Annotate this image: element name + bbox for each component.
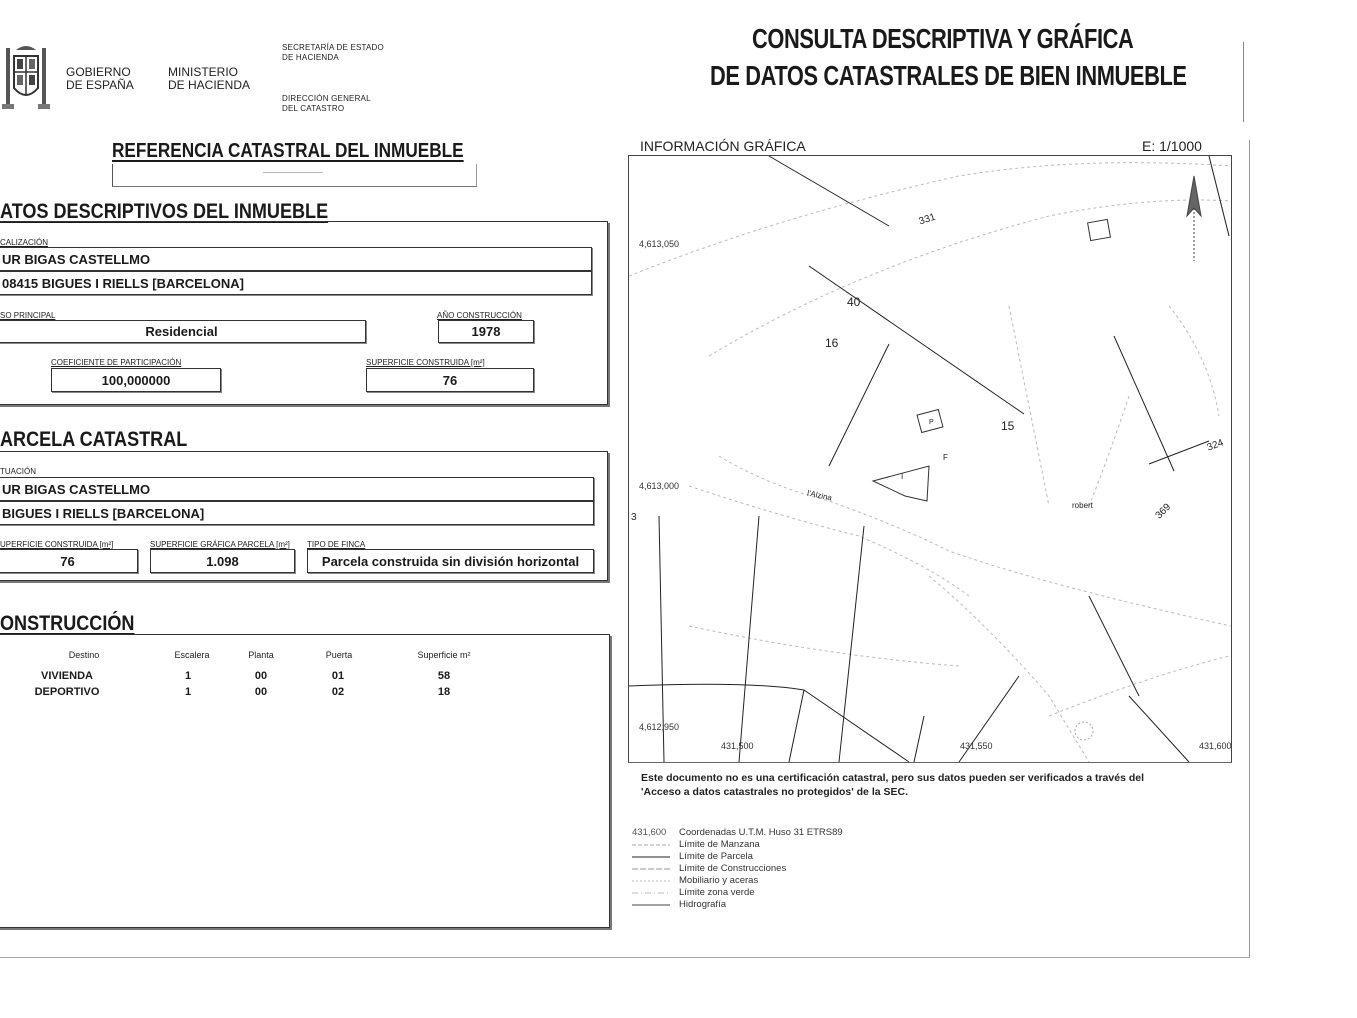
sup-const-label: UPERFICIE CONSTRUIDA [m²]: [0, 540, 114, 549]
referencia-title: REFERENCIA CATASTRAL DEL INMUEBLE: [112, 140, 464, 162]
situacion-label: TUACIÓN: [0, 467, 36, 476]
sup-graf-value: 1.098: [150, 549, 295, 573]
cadastral-map: [628, 155, 1232, 763]
map-legend: [632, 827, 1032, 917]
ministerio-label: MINISTERIO DE HACIENDA: [168, 65, 251, 92]
cell-superficie: 58: [437, 670, 451, 682]
parcel-label-15: 15: [1001, 419, 1015, 433]
parcel-label-16: 16: [825, 336, 839, 350]
y-coord-1: 4,613,050: [639, 239, 680, 249]
x-coord-1: 431,500: [721, 741, 754, 751]
parcel-label-324: 324: [1205, 437, 1226, 454]
uso-label: SO PRINCIPAL: [0, 311, 56, 320]
page-border-right: [1243, 42, 1244, 122]
page-border-bottom: [0, 957, 1250, 958]
construccion-title: ONSTRUCCIÓN: [0, 612, 135, 635]
sup-graf-label: SUPERFICIE GRÁFICA PARCELA [m²]: [150, 540, 290, 549]
situacion-line2: BIGUES I RIELLS [BARCELONA]: [0, 501, 594, 525]
legend-item-zona-verde: Límite zona verde: [679, 887, 755, 898]
anio-value: 1978: [438, 320, 534, 343]
localizacion-label: CALIZACIÓN: [0, 238, 49, 247]
parcel-label-40: 40: [847, 295, 861, 309]
street-label-robert: robert: [1072, 501, 1093, 510]
col-planta-header: Planta: [248, 650, 274, 660]
cell-superficie: 18: [437, 686, 451, 698]
government-seal: [0, 42, 56, 114]
building-label-i: I: [901, 472, 904, 481]
y-coord-3: 4,612,950: [639, 722, 680, 732]
secretaria-label: SECRETARÍA DE ESTADO DE HACIENDA: [282, 43, 384, 62]
uso-value: Residencial: [0, 320, 366, 343]
col-puerta-header: Puerta: [325, 650, 353, 660]
map-note-border: [628, 762, 1232, 763]
legend-item-mobiliario: Mobiliario y aceras: [679, 875, 759, 886]
page-title-line1: CONSULTA DESCRIPTIVA Y GRÁFICA: [752, 23, 1134, 54]
gobierno-label: GOBIERNO DE ESPAÑA: [66, 65, 134, 92]
situacion-line1: UR BIGAS CASTELLMO: [0, 477, 594, 501]
cell-destino: DEPORTIVO: [34, 686, 100, 698]
anio-label: AÑO CONSTRUCCIÓN: [437, 311, 522, 320]
legend-item-construcciones: Límite de Construcciones: [679, 863, 787, 874]
building-label-p: P: [929, 419, 934, 426]
parcel-label-3: 3: [631, 512, 637, 523]
legend-item-hidrografia: Hidrografía: [679, 899, 726, 910]
cell-puerta: 02: [331, 686, 345, 698]
street-label-alzina: l'Alzina: [806, 488, 833, 503]
legend-item-parcela: Límite de Parcela: [679, 851, 753, 862]
referencia-field: [112, 164, 477, 187]
sup-label: SUPERFICIE CONSTRUIDA [m²]: [366, 358, 485, 367]
tipo-value: Parcela construida sin división horizontal: [307, 549, 594, 573]
cell-puerta: 01: [331, 670, 345, 682]
legend-coord-sample: 431,600: [632, 827, 667, 838]
table-row: [0, 686, 600, 700]
legend-item-coordenadas: Coordenadas U.T.M. Huso 31 ETRS89: [679, 827, 843, 838]
legend-item-manzana: Límite de Manzana: [679, 839, 760, 850]
cell-escalera: 1: [184, 670, 192, 682]
table-row: [0, 670, 600, 684]
localizacion-line2: 08415 BIGUES I RIELLS [BARCELONA]: [0, 271, 592, 295]
map-scale: E: 1/1000: [1142, 138, 1202, 154]
tipo-label: TIPO DE FINCA: [307, 540, 366, 549]
col-superficie-header: Superficie m²: [417, 650, 471, 660]
direccion-label: DIRECCIÓN GENERAL DEL CATASTRO: [282, 94, 371, 113]
map-title: INFORMACIÓN GRÁFICA: [640, 138, 806, 154]
north-arrow-icon: [1187, 176, 1201, 261]
y-coord-2: 4,613,000: [639, 481, 680, 491]
x-coord-3: 431,600: [1199, 741, 1232, 751]
parcela-title: ARCELA CATASTRAL: [0, 428, 188, 451]
coef-label: COEFICIENTE DE PARTICIPACIÓN: [51, 358, 182, 367]
coef-value: 100,000000: [51, 368, 221, 392]
cell-planta: 00: [254, 686, 268, 698]
col-destino-header: Destino: [68, 650, 100, 660]
col-escalera-header: Escalera: [174, 650, 210, 660]
parcel-label-369: 369: [1153, 501, 1174, 522]
sup-const-value: 76: [0, 549, 138, 573]
sup-value: 76: [366, 368, 534, 392]
page-title-clip: [700, 23, 1220, 54]
page-title-line2: DE DATOS CATASTRALES DE BIEN INMUEBLE: [710, 60, 1187, 91]
localizacion-line1: UR BIGAS CASTELLMO: [0, 247, 592, 271]
x-coord-2: 431,550: [960, 741, 993, 751]
disclaimer-note: Este documento no es una certificación catastral, pero sus datos pueden ser verificados a través del 'Acceso a datos catastrales no protegidos' de la SEC.: [641, 772, 1145, 798]
cell-destino: VIVIENDA: [41, 670, 93, 682]
building-label-f: F: [943, 453, 948, 462]
page-border-right-lower: [1249, 140, 1250, 958]
parcel-label-331: 331: [917, 211, 937, 228]
datos-title: ATOS DESCRIPTIVOS DEL INMUEBLE: [0, 200, 329, 223]
cell-planta: 00: [254, 670, 268, 682]
cell-escalera: 1: [184, 686, 192, 698]
